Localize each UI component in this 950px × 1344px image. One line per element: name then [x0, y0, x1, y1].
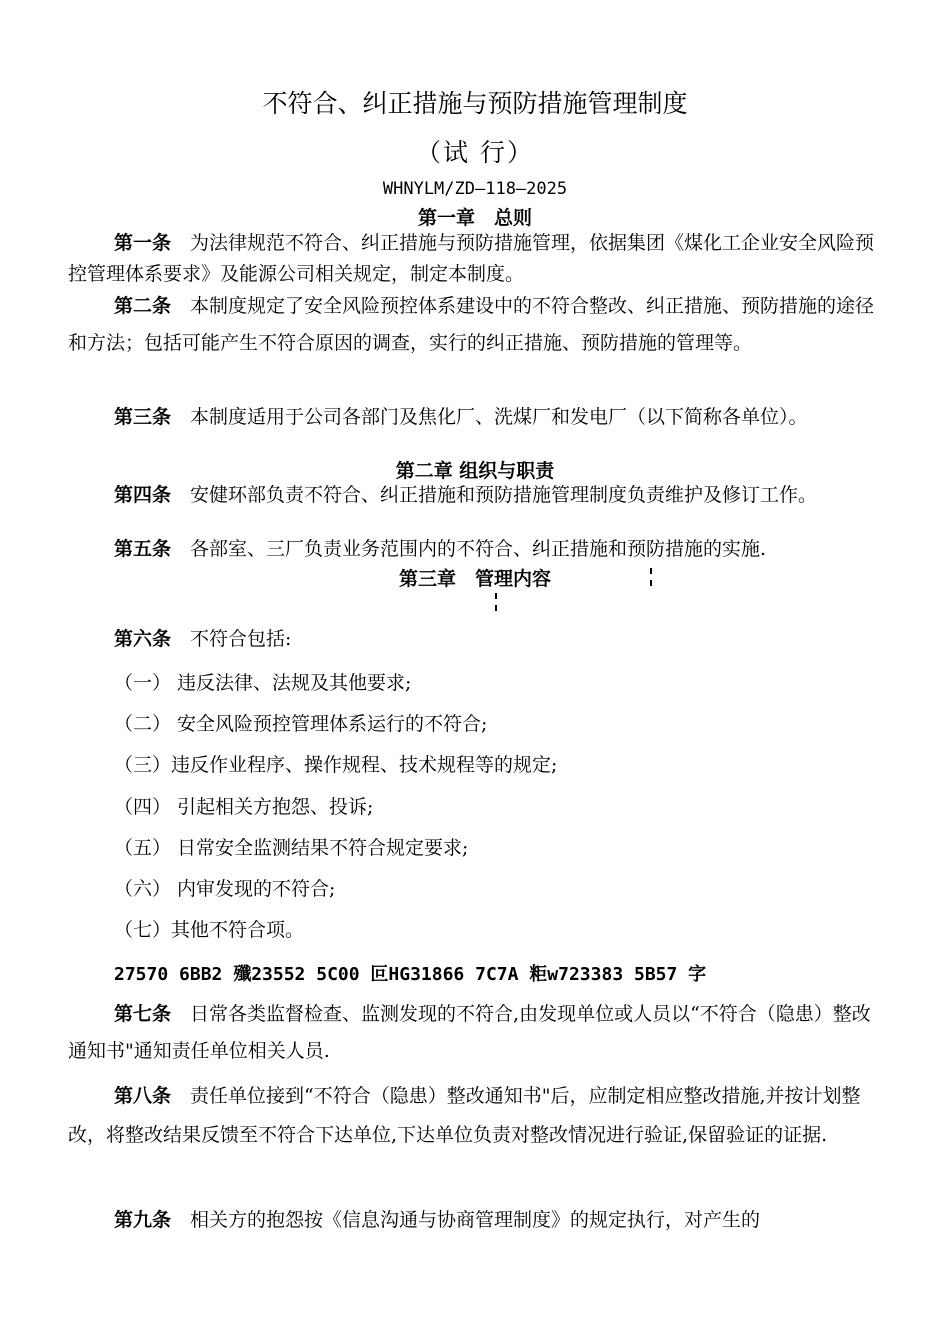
chapter-1-heading: 第一章 总则 [417, 207, 532, 229]
list-item: （七）其他不符合项。 [114, 919, 305, 941]
article-text: 本制度规定了安全风险预控体系建设中的不符合整改、纠正措施、预防措施的途径和方法；包括可能产生不符合原因的调查，实行的纠正措施、预防措施的管理等。 [68, 295, 875, 354]
article-text: 不符合包括: [190, 628, 292, 650]
article-1 [68, 228, 880, 290]
article-text: 相关方的抱怨按《信息沟通与协商管理制度》的规定执行，对产生的 [190, 1209, 761, 1231]
article-label: 第九条 [114, 1209, 172, 1231]
article-text: 安健环部负责不符合、纠正措施和预防措施管理制度负责维护及修订工作。 [190, 484, 818, 506]
document-subtitle: （试 行） [416, 138, 534, 167]
article-label: 第一条 [114, 232, 172, 254]
article-7 [68, 996, 880, 1070]
list-item: （六） 内审发现的不符合; [114, 878, 336, 900]
article-5 [68, 534, 880, 565]
list-item: （三）违反作业程序、操作规程、技术规程等的规定; [114, 754, 558, 776]
article-label: 第二条 [114, 295, 172, 317]
chapter-2-heading: 第二章 组织与职责 [395, 460, 555, 482]
text-cursor-mark [650, 568, 654, 586]
article-6 [68, 624, 880, 655]
list-item: （四） 引起相关方抱怨、投诉; [114, 796, 374, 818]
article-8 [68, 1077, 880, 1155]
article-label: 第八条 [114, 1085, 172, 1107]
list-item: （一） 违反法律、法规及其他要求; [114, 672, 412, 694]
article-text: 各部室、三厂负责业务范围内的不符合、纠正措施和预防措施的实施. [190, 538, 767, 560]
article-3 [68, 402, 880, 433]
chapter-3-heading: 第三章 管理内容 [398, 568, 551, 590]
article-text: 为法律规范不符合、纠正措施与预防措施管理，依据集团《煤化工企业安全风险预控管理体系要求》及能源公司相关规定，制定本制度。 [68, 232, 875, 285]
list-item: （五） 日常安全监测结果不符合规定要求; [114, 837, 469, 859]
article-label: 第七条 [114, 1003, 172, 1025]
article-text: 责任单位接到“不符合（隐患）整改通知书"后，应制定相应整改措施,并按计划整改，将整改结果反馈至不符合下达单位,下达单位负责对整改情况进行验证,保留验证的证据. [68, 1085, 861, 1146]
text-cursor-mark [495, 593, 499, 611]
article-4 [68, 480, 880, 511]
article-label: 第四条 [114, 484, 172, 506]
article-label: 第六条 [114, 628, 172, 650]
garbled-text-line: 27570 6BB2 殲23552 5C00 叵HG31866 7C7A 粔w723383 5B57 字 [114, 964, 707, 985]
article-label: 第五条 [114, 538, 172, 560]
article-9 [68, 1205, 880, 1236]
document-title: 不符合、纠正措施与预防措施管理制度 [262, 89, 688, 118]
article-label: 第三条 [114, 406, 172, 428]
article-text: 本制度适用于公司各部门及焦化厂、洗煤厂和发电厂（以下简称各单位）。 [190, 406, 808, 428]
list-item: （二） 安全风险预控管理体系运行的不符合; [114, 713, 488, 735]
article-2 [68, 288, 880, 362]
document-code: WHNYLM/ZD—118—2025 [382, 179, 568, 199]
article-text: 日常各类监督检查、监测发现的不符合,由发现单位或人员以“不符合（隐患）整改通知书"通知责任单位相关人员. [68, 1003, 871, 1062]
